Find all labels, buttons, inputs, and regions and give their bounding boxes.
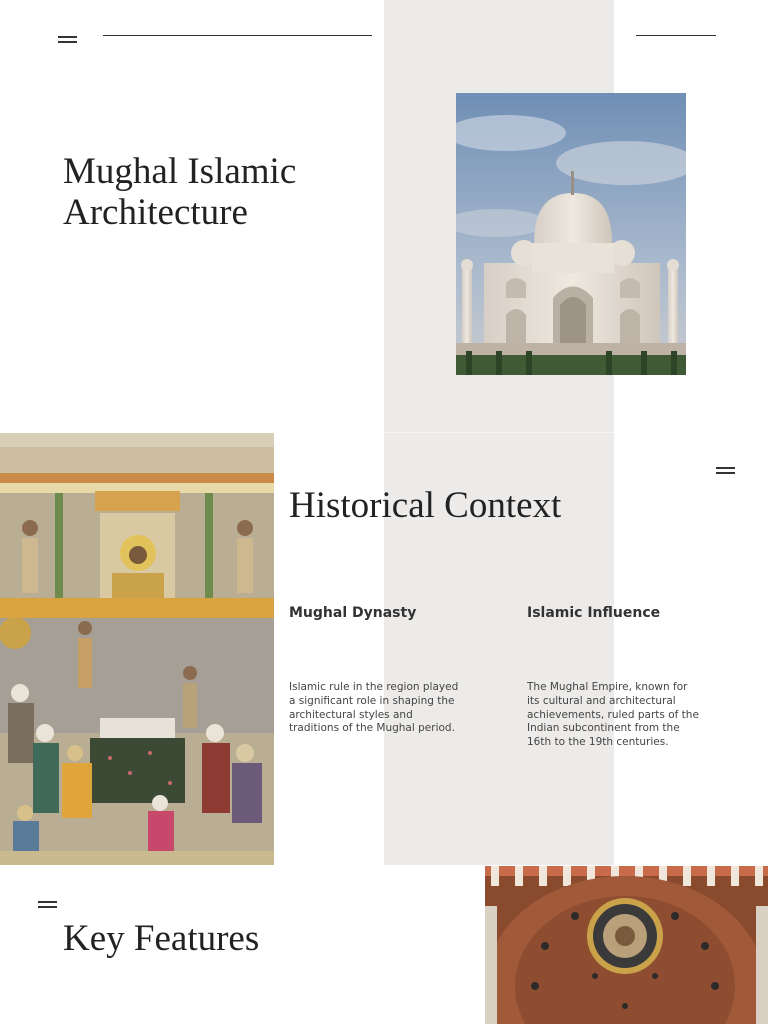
menu-lines-icon [58,36,77,46]
paragraph-line: traditions of the Mughal period. [289,722,455,735]
band-separator [384,432,614,433]
mughal-court-painting [0,433,274,865]
paragraph-line: achievements, ruled parts of the [527,708,699,721]
paragraph-line: its cultural and architectural [527,694,676,707]
menu-lines-icon-2 [716,467,735,477]
paragraph-line: The Mughal Empire, known for [527,681,688,693]
paragraph-line: Indian subcontinent from the [527,722,680,735]
column-paragraph-1 [289,681,458,736]
taj-mahal-photo [456,93,686,375]
menu-lines-icon-3 [38,901,57,911]
column-heading-2: Islamic Influence [527,605,661,621]
paragraph-line: 16th to the 19th centuries. [527,736,669,749]
section-title: Historical Context [289,485,562,526]
title-line-2: Architecture [63,192,248,234]
paragraph-line: architectural styles and [289,708,413,721]
paragraph-line: Islamic rule in the region played [289,681,459,693]
column-paragraph-2 [527,681,699,750]
paragraph-line: a significant role in shaping the [289,694,455,707]
dome-interior-photo [485,866,768,1024]
title-line-1: Mughal Islamic [63,151,297,192]
divider-line [103,35,372,36]
column-heading-1: Mughal Dynasty [289,605,417,621]
divider-line-short [636,35,716,36]
slide-title [63,151,296,234]
section-title-key-features: Key Features [63,918,260,959]
